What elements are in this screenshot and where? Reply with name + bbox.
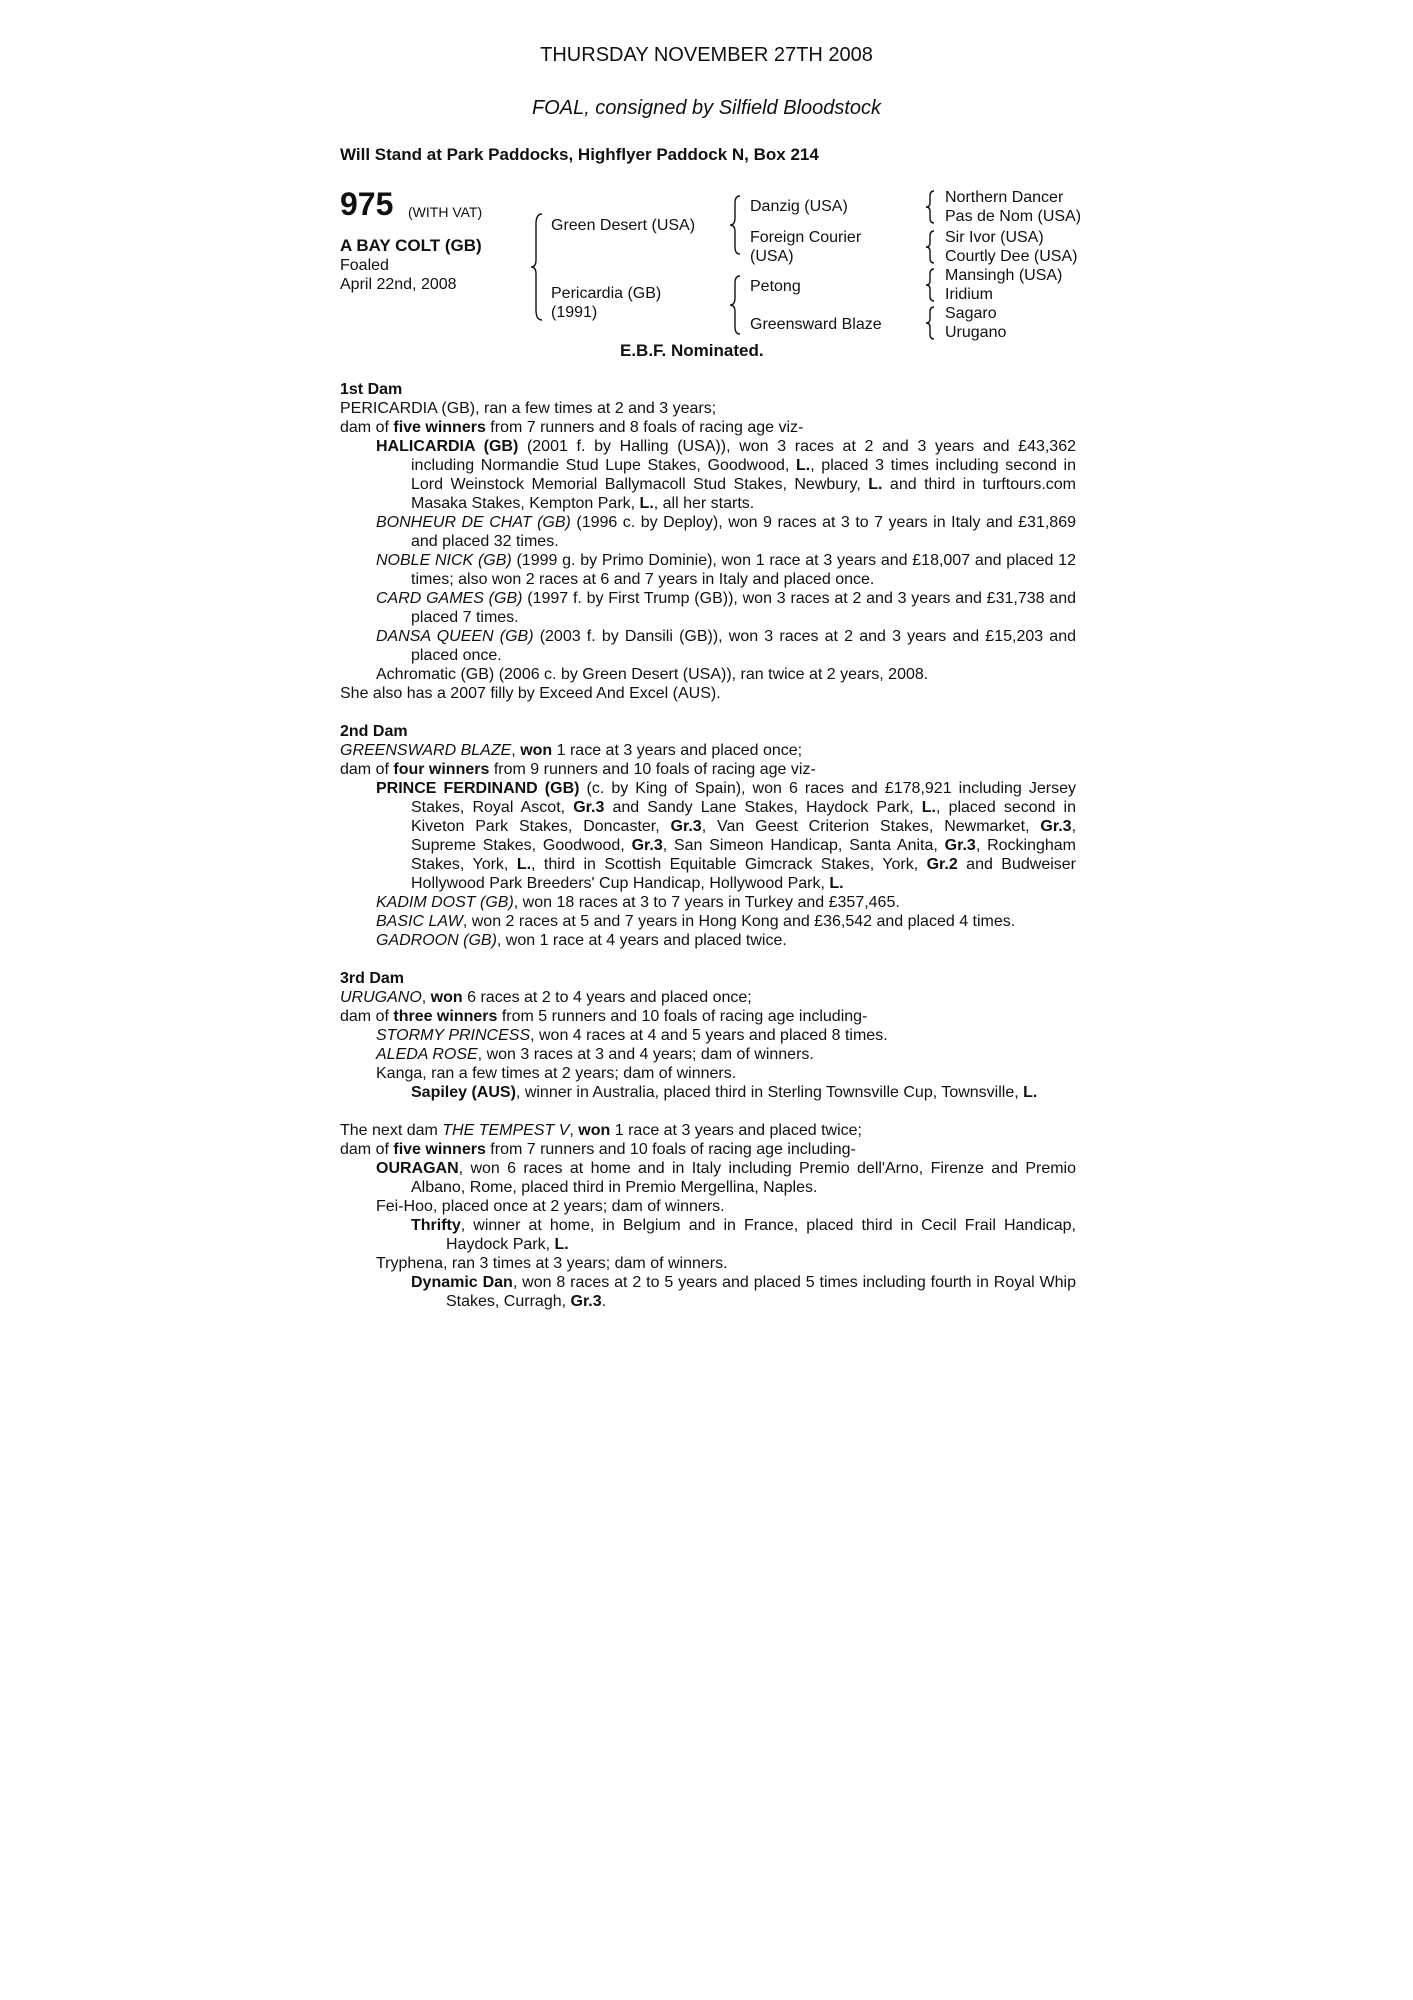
pedigree-ggp-7: Sagaro — [945, 305, 997, 322]
pedigree-ggp-3: Sir Ivor (USA) — [945, 229, 1044, 246]
pedigree-ggp-4: Courtly Dee (USA) — [945, 248, 1078, 265]
lot-description: A BAY COLT (GB) — [340, 236, 482, 255]
third-dam-produce: dam of three winners from 5 runners and 10 foals of racing age including- — [340, 1008, 868, 1025]
pedigree-dam: Pericardia (GB) (1991) — [551, 285, 662, 321]
produce-entry: CARD GAMES (GB) (1997 f. by First Trump (GB)), won 3 races at 2 and 3 years and £31,738 and placed 7 times. — [376, 590, 1076, 626]
first-dam-section — [340, 380, 1076, 703]
vat-note: (WITH VAT) — [408, 204, 483, 220]
pedigree-sire-dam: Foreign Courier (USA) — [750, 229, 862, 265]
produce-entry: HALICARDIA (GB) (2001 f. by Halling (USA)), won 3 races at 2 and 3 years and £43,362 including Normandie Stud Lupe Stakes, Goodwood, L., placed 3 times including second in Lord Weinstock Memorial Ballymacoll Stud Stakes, Newbury, L. and third in turftours.com Masaka Stakes, Kempton Park, L., all her starts. — [376, 438, 1077, 512]
produce-entry: Sapiley (AUS), winner in Australia, placed third in Sterling Townsville Cup, Townsville, L. — [411, 1084, 1038, 1101]
pedigree-ggp-5: Mansingh (USA) — [945, 267, 1063, 284]
pedigree-sire: Green Desert (USA) — [551, 217, 696, 234]
third-dam-heading: 3rd Dam — [340, 970, 405, 987]
pedigree-dam-dam: Greensward Blaze — [750, 316, 882, 333]
produce-entry: Kanga, ran a few times at 2 years; dam of winners. — [376, 1065, 737, 1082]
pedigree-sire-sire: Danzig (USA) — [750, 198, 848, 215]
pedigree-dam-sire: Petong — [750, 278, 801, 295]
next-dam-intro: The next dam THE TEMPEST V, won 1 race at 3 years and placed twice; — [340, 1122, 862, 1139]
produce-entry: Thrifty, winner at home, in Belgium and in France, placed third in Cecil Frail Handicap, Haydock Park, L. — [411, 1217, 1076, 1253]
stand-location: Will Stand at Park Paddocks, Highflyer Paddock N, Box 214 — [340, 145, 819, 164]
produce-entry: Dynamic Dan, won 8 races at 2 to 5 years and placed 5 times including fourth in Royal Whip Stakes, Curragh, Gr.3. — [411, 1274, 1076, 1310]
second-dam-intro: GREENSWARD BLAZE, won 1 race at 3 years and placed once; — [340, 742, 803, 759]
produce-entry: DANSA QUEEN (GB) (2003 f. by Dansili (GB)), won 3 races at 2 and 3 years and £15,203 and placed once. — [376, 628, 1076, 664]
pedigree-ggp-1: Northern Dancer — [945, 189, 1064, 206]
pedigree-notes — [340, 380, 1076, 1311]
first-dam-intro: PERICARDIA (GB), ran a few times at 2 and 3 years; — [340, 400, 717, 417]
foaled-label: Foaled — [340, 257, 389, 274]
second-dam-heading: 2nd Dam — [340, 723, 408, 740]
lot-number: 975 — [340, 186, 394, 222]
pedigree-bracket-ggp4 — [925, 305, 937, 341]
produce-entry: BONHEUR DE CHAT (GB) (1996 c. by Deploy), won 9 races at 3 to 7 years in Italy and £31,869 and placed 32 times. — [376, 514, 1076, 550]
third-dam-intro: URUGANO, won 6 races at 2 to 4 years and placed once; — [340, 989, 752, 1006]
consignment-line: FOAL, consigned by Silfield Bloodstock — [531, 97, 882, 119]
produce-entry: NOBLE NICK (GB) (1999 g. by Primo Dominie), won 1 race at 3 years and £18,007 and placed 12 times; also won 2 races at 6 and 7 years in Italy and placed once. — [376, 552, 1076, 588]
produce-entry: STORMY PRINCESS, won 4 races at 4 and 5 years and placed 8 times. — [376, 1027, 888, 1044]
produce-entry: OURAGAN, won 6 races at home and in Italy including Premio dell'Arno, Firenze and Premio Albano, Rome, placed third in Premio Mergellina, Naples. — [376, 1160, 1076, 1196]
first-dam-heading: 1st Dam — [340, 381, 403, 398]
produce-entry: Tryphena, ran 3 times at 3 years; dam of winners. — [376, 1255, 728, 1272]
pedigree-bracket-ggp2 — [925, 229, 937, 265]
second-dam-produce: dam of four winners from 9 runners and 10 foals of racing age viz- — [340, 761, 816, 778]
produce-entry: Fei-Hoo, placed once at 2 years; dam of winners. — [376, 1198, 725, 1215]
produce-entry: PRINCE FERDINAND (GB) (c. by King of Spain), won 6 races and £178,921 including Jersey Stakes, Royal Ascot, Gr.3 and Sandy Lane Stakes, Haydock Park, L., placed second in Kiveton Park Stakes, Doncaster, Gr.3, Van Geest Criterion Stakes, Newmarket, Gr.3, Supreme Stakes, Goodwood, Gr.3, San Simeon Handicap, Santa Anita, Gr.3, Rockingham Stakes, York, L., third in Scottish Equitable Gimcrack Stakes, York, Gr.2 and Budweiser Hollywood Park Breeders' Cup Handicap, Hollywood Park, L. — [376, 780, 1077, 892]
pedigree-bracket-dam — [729, 274, 743, 336]
foaled-date: April 22nd, 2008 — [340, 276, 457, 293]
produce-entry: KADIM DOST (GB), won 18 races at 3 to 7 years in Turkey and £357,465. — [376, 894, 900, 911]
pedigree-ggp-2: Pas de Nom (USA) — [945, 208, 1082, 225]
produce-entry: ALEDA ROSE, won 3 races at 3 and 4 years; dam of winners. — [376, 1046, 814, 1063]
pedigree-ggp-8: Urugano — [945, 324, 1007, 341]
produce-entry: BASIC LAW, won 2 races at 5 and 7 years in Hong Kong and £36,542 and placed 4 times. — [376, 913, 1016, 930]
pedigree-bracket-ggp1 — [925, 189, 937, 225]
pedigree-ggp-6: Iridium — [945, 286, 994, 303]
first-dam-footer: She also has a 2007 filly by Exceed And Excel (AUS). — [340, 685, 721, 702]
next-dam-produce: dam of five winners from 7 runners and 10 foals of racing age including- — [340, 1141, 856, 1158]
pedigree-bracket-sire — [729, 194, 743, 256]
produce-entry: GADROON (GB), won 1 race at 4 years and placed twice. — [376, 932, 787, 949]
sale-date: THURSDAY NOVEMBER 27TH 2008 — [540, 44, 873, 66]
ebf-nomination: E.B.F. Nominated. — [620, 341, 764, 360]
produce-entry: Achromatic (GB) (2006 c. by Green Desert (USA)), ran twice at 2 years, 2008. — [376, 666, 929, 683]
first-dam-produce: dam of five winners from 7 runners and 8 foals of racing age viz- — [340, 419, 804, 436]
next-dam-section — [340, 1121, 1076, 1311]
third-dam-section — [340, 969, 1076, 1102]
pedigree-bracket-gen1 — [530, 212, 544, 322]
second-dam-section — [340, 722, 1076, 950]
pedigree-bracket-ggp3 — [925, 267, 937, 303]
